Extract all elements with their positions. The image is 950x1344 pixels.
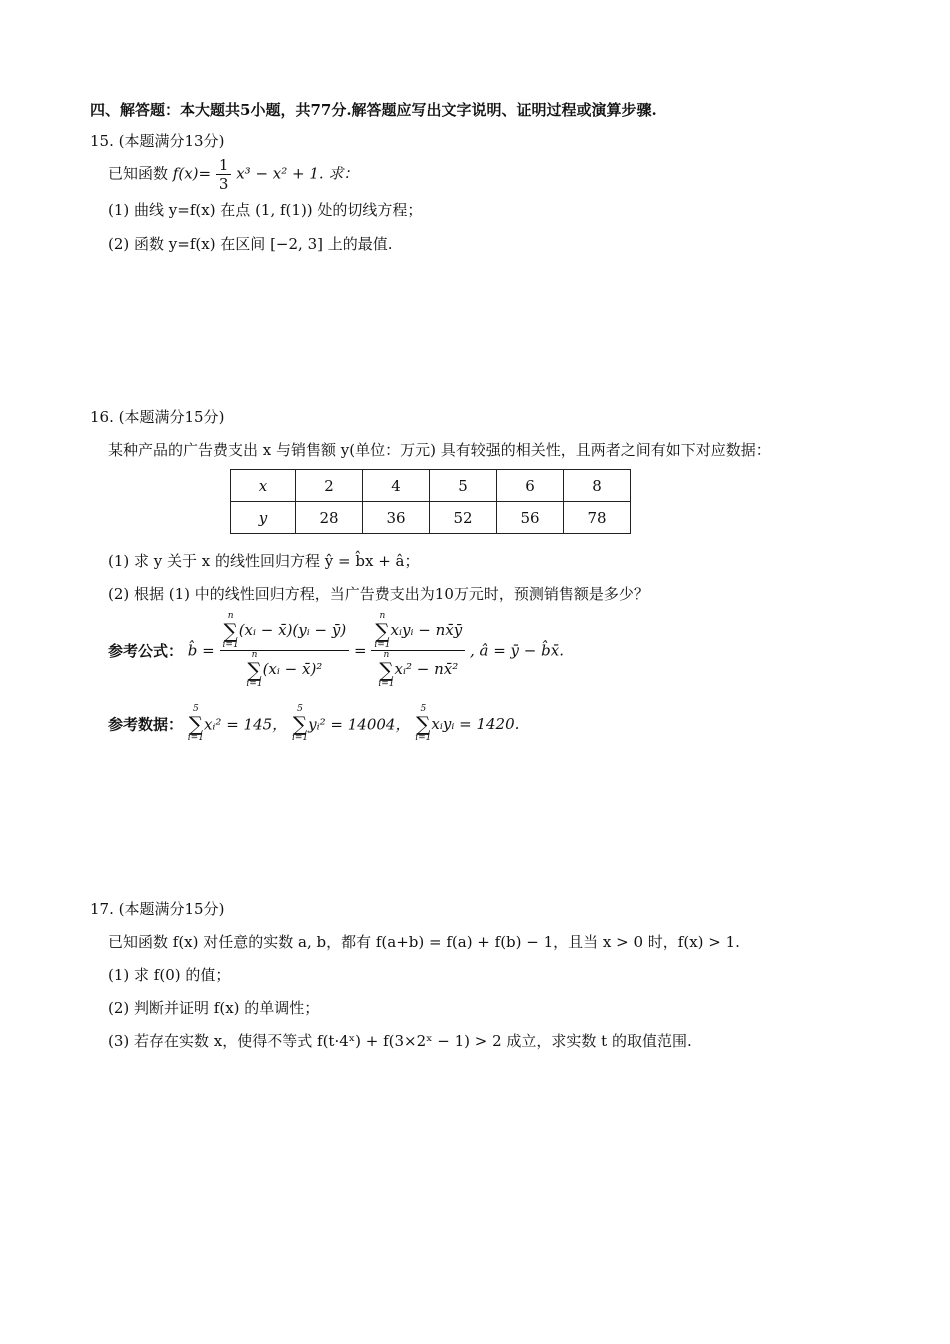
q15-stem-prefix: 已知函数 <box>108 164 169 183</box>
sum-lower: i=1 <box>187 733 204 743</box>
formula-fraction-2 <box>371 612 465 689</box>
formula-fraction-1 <box>220 612 350 689</box>
section-header: 四、解答题：本大题共5小题，共77分.解答题应写出文字说明、证明过程或演算步骤. <box>90 101 657 119</box>
sum-symbol: ∑ <box>223 619 238 643</box>
sum-symbol: ∑ <box>188 712 204 736</box>
sum-symbol: ∑ <box>379 658 394 682</box>
q16-title: 16. (本题满分15分) <box>90 408 225 426</box>
q17-part2: (2) 判断并证明 f(x) 的单调性； <box>108 999 320 1017</box>
data-item-3: xᵢyᵢ = 1420. <box>431 715 520 733</box>
formula-den-1-text: (xᵢ − x̄)² <box>262 660 323 678</box>
table-cell: 78 <box>564 502 631 534</box>
sigma-icon <box>223 612 239 650</box>
table-cell: 5 <box>430 470 497 502</box>
q17-stem: 已知函数 f(x) 对任意的实数 a, b，都有 f(a+b) = f(a) + f(b) − 1，且当 x > 0 时，f(x) > 1. <box>108 933 740 951</box>
sum-upper: n <box>227 611 234 621</box>
formula-num-1-text: (xᵢ − x̄)(yᵢ − ȳ) <box>238 621 347 639</box>
q16-reference-data <box>108 705 519 743</box>
formula-num-2-text: xᵢyᵢ − nx̄ȳ <box>390 621 463 639</box>
sum-upper: n <box>383 650 390 660</box>
table-cell: 8 <box>564 470 631 502</box>
sum-lower: i=1 <box>222 640 239 650</box>
formula-num-2 <box>371 612 465 651</box>
q15-fraction <box>216 156 232 193</box>
formula-label: 参考公式： <box>108 642 184 660</box>
formula-a-hat: , â = ȳ − b̂x̄. <box>469 641 564 660</box>
sigma-icon <box>374 612 390 650</box>
formula-den-2-text: xᵢ² − nx̄² <box>394 660 459 678</box>
table-cell: 36 <box>363 502 430 534</box>
table-cell: 28 <box>296 502 363 534</box>
table-header-y: y <box>231 502 296 534</box>
q15-stem-rest: x³ − x² + 1. 求： <box>236 164 359 183</box>
sigma-icon <box>415 705 431 743</box>
q15-frac-num: 1 <box>216 156 232 175</box>
sigma-icon <box>188 705 204 743</box>
sum-lower: i=1 <box>415 733 432 743</box>
sum-symbol: ∑ <box>247 658 262 682</box>
q16-data-table <box>230 469 631 534</box>
q17-part3: (3) 若存在实数 x，使得不等式 f(t·4ˣ) + f(3×2ˣ − 1) > 2 成立，求实数 t 的取值范围. <box>108 1032 692 1050</box>
q15-stem-func: f(x)= <box>172 164 212 183</box>
sum-lower: i=1 <box>374 640 391 650</box>
sum-lower: i=1 <box>291 733 309 743</box>
table-cell: 52 <box>430 502 497 534</box>
table-row <box>231 502 631 534</box>
sum-lower: i=1 <box>378 679 395 689</box>
sigma-icon <box>378 651 394 689</box>
sum-upper: 5 <box>297 704 303 714</box>
q15-part1: (1) 曲线 y=f(x) 在点 (1, f(1)) 处的切线方程； <box>108 201 423 219</box>
q15-frac-den: 3 <box>218 175 229 193</box>
sigma-icon <box>246 651 262 689</box>
q16-part2: (2) 根据 (1) 中的线性回归方程，当广告费支出为10万元时，预测销售额是多少？ <box>108 585 649 603</box>
formula-equals: = <box>354 641 367 660</box>
sum-upper: 5 <box>193 704 199 714</box>
q17-title: 17. (本题满分15分) <box>90 900 225 918</box>
table-row <box>231 470 631 502</box>
table-cell: 4 <box>363 470 430 502</box>
sigma-icon <box>292 705 308 743</box>
sum-upper: n <box>379 611 386 621</box>
q16-formula <box>108 612 564 689</box>
q15-title: 15. (本题满分13分) <box>90 132 225 150</box>
table-cell: 6 <box>497 470 564 502</box>
table-cell: 56 <box>497 502 564 534</box>
q15-part2: (2) 函数 y=f(x) 在区间 [−2, 3] 上的最值. <box>108 235 393 253</box>
formula-den-2 <box>371 651 465 689</box>
data-label: 参考数据： <box>108 715 184 734</box>
formula-den-1 <box>220 651 350 689</box>
q15-stem <box>108 156 358 193</box>
table-header-x: x <box>231 470 296 502</box>
q16-part1: (1) 求 y 关于 x 的线性回归方程 ŷ = b̂x + â； <box>108 552 420 570</box>
sum-symbol: ∑ <box>292 712 308 736</box>
sum-upper: 5 <box>420 704 427 714</box>
sum-symbol: ∑ <box>416 712 431 736</box>
sum-lower: i=1 <box>246 679 263 689</box>
q17-part1: (1) 求 f(0) 的值； <box>108 966 231 984</box>
formula-b-hat: b̂ = <box>187 641 215 660</box>
q16-stem: 某种产品的广告费支出 x 与销售额 y(单位：万元) 具有较强的相关性，且两者之间有如下对应数据： <box>108 441 771 459</box>
sum-upper: n <box>251 650 258 660</box>
formula-num-1 <box>220 612 350 651</box>
sum-symbol: ∑ <box>375 619 390 643</box>
table-cell: 2 <box>296 470 363 502</box>
data-item-2: yᵢ² = 14004， <box>308 715 411 734</box>
data-item-1: xᵢ² = 145， <box>203 715 288 734</box>
